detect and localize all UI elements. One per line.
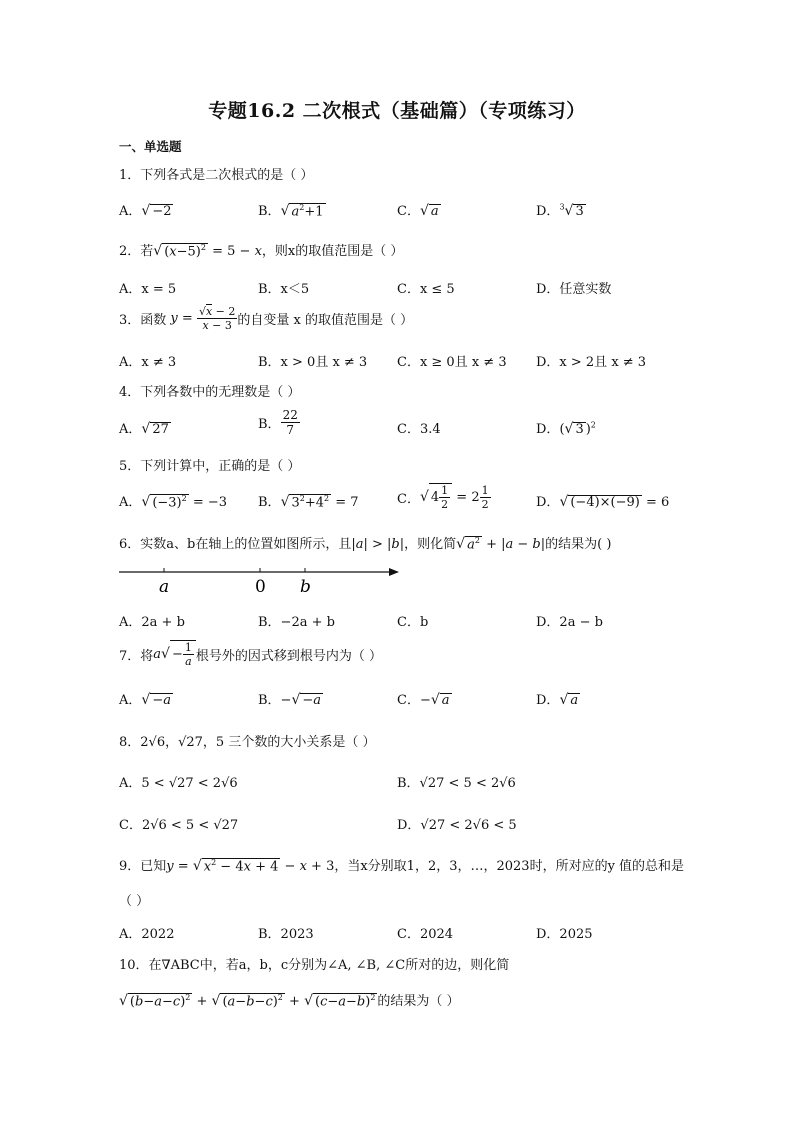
q2-option-c: C．x ≤ 5 xyxy=(397,282,455,297)
label-b: b xyxy=(300,577,311,596)
q1-option-a: A．√ −2 xyxy=(119,203,172,219)
q9-option-d: D．2025 xyxy=(536,927,593,942)
number-line-arrow xyxy=(389,568,399,576)
question-5-stem: 5．下列计算中，正确的是（ ） xyxy=(119,459,301,474)
label-0: 0 xyxy=(255,577,266,596)
q5-option-b: B．√ $3^2+4^2 = 7$ xyxy=(258,493,359,510)
q2-option-b: B．x＜5 xyxy=(258,282,310,297)
q1-option-c: C．√ a xyxy=(397,203,439,219)
q4-option-b: B． $\frac{22}{7}$ xyxy=(258,408,298,438)
q5-option-d: D．√ (−4)×(−9) = 6 xyxy=(536,494,670,510)
q9-option-c: C．2024 xyxy=(397,927,454,942)
question-7-stem: 7．将 a √ − $\frac{1}{a}$ 根号外的因式移到根号内为（ ） xyxy=(119,641,383,669)
q3-option-d: D．x > 2且 x ≠ 3 xyxy=(536,355,647,370)
q9-option-a: A．2022 xyxy=(119,927,175,942)
q3-option-b: B．x > 0且 x ≠ 3 xyxy=(258,355,368,370)
question-10-expression: √ $(b-a-c)^2$ + √ $(a-b-c)^2$ + √ $(c-a-b)^2$ 的结果为（ ） xyxy=(119,992,460,1009)
question-3-stem: 3．函数 y = $\frac{√x - 2}{x - 3}$ 的自变量 x 的取值范围是（ ） xyxy=(119,305,414,333)
q8-option-d: D．√27 < 2√6 < 5 xyxy=(397,818,517,833)
q6-option-c: C．b xyxy=(397,615,429,630)
q1-option-d: D．$^3$√ 3 xyxy=(536,202,584,219)
q7-option-a: A．√ −a xyxy=(119,692,171,708)
question-4-stem: 4．下列各数中的无理数是（ ） xyxy=(119,385,301,400)
q9-option-b: B．2023 xyxy=(258,927,314,942)
q6-option-a: A．2a + b xyxy=(119,615,185,630)
q8-option-b: B．√27 < 5 < 2√6 xyxy=(397,776,516,791)
question-10-stem: 10．在∇ABC中，若a，b，c分别为∠A, ∠B, ∠C所对的边，则化简 xyxy=(119,958,510,973)
label-a: a xyxy=(159,577,170,596)
q7-option-d: D．√ a xyxy=(536,692,579,708)
section-heading: 一、单选题 xyxy=(119,139,182,154)
q6-option-d: D．2a − b xyxy=(536,615,603,630)
q5-option-c: C． √ 4 $\frac{1}{2}$ = 2 $\frac{1}{2}$ xyxy=(397,483,489,512)
question-9-stem: 9．已知y = √ $x^2 - 4x + 4 - x + 3$，当x分别取1，2，3，…，2023时，所对应的y 值的总和是 xyxy=(119,857,685,874)
q6-option-b: B．−2a + b xyxy=(258,615,335,630)
question-1-stem: 1．下列各式是二次根式的是（ ） xyxy=(119,168,314,183)
question-6-stem: 6．实数a、b在轴上的位置如图所示，且|a| > |b|，则化简√ $a^2 + |a - b|$的结果为( ) xyxy=(119,535,612,552)
q8-option-a: A．5 < √27 < 2√6 xyxy=(119,776,238,791)
question-9-stem-line2: （ ） xyxy=(119,894,150,909)
q4-option-c: C．3.4̇ xyxy=(397,422,441,437)
q2-option-d: D．任意实数 xyxy=(536,282,612,297)
q1-option-b: B．√ $a^2+1$ xyxy=(258,202,324,219)
number-line xyxy=(115,560,405,596)
question-2-stem: 2．若√ $(x-5)^2 = 5 - x$，则x的取值范围是（ ） xyxy=(119,242,404,259)
q7-option-b: B．−√ −a xyxy=(258,692,322,708)
q4-option-d: D．(√ 3 )$^2$ xyxy=(536,420,596,437)
question-8-stem: 8．2√6，√27，5 三个数的大小关系是（ ） xyxy=(119,735,376,750)
q4-option-a: A．√ 27 xyxy=(119,421,169,437)
q3-option-a: A．x ≠ 3 xyxy=(119,355,177,370)
q2-option-a: A．x = 5 xyxy=(119,282,177,297)
q5-option-a: A．√ $(-3)^2 = -3$ xyxy=(119,493,228,510)
q8-option-c: C．2√6 < 5 < √27 xyxy=(119,818,239,833)
q3-option-c: C．x ≥ 0且 x ≠ 3 xyxy=(397,355,507,370)
q7-option-c: C．−√ a xyxy=(397,692,450,708)
page-title: 专题16.2 二次根式（基础篇）（专项练习） xyxy=(208,100,586,122)
